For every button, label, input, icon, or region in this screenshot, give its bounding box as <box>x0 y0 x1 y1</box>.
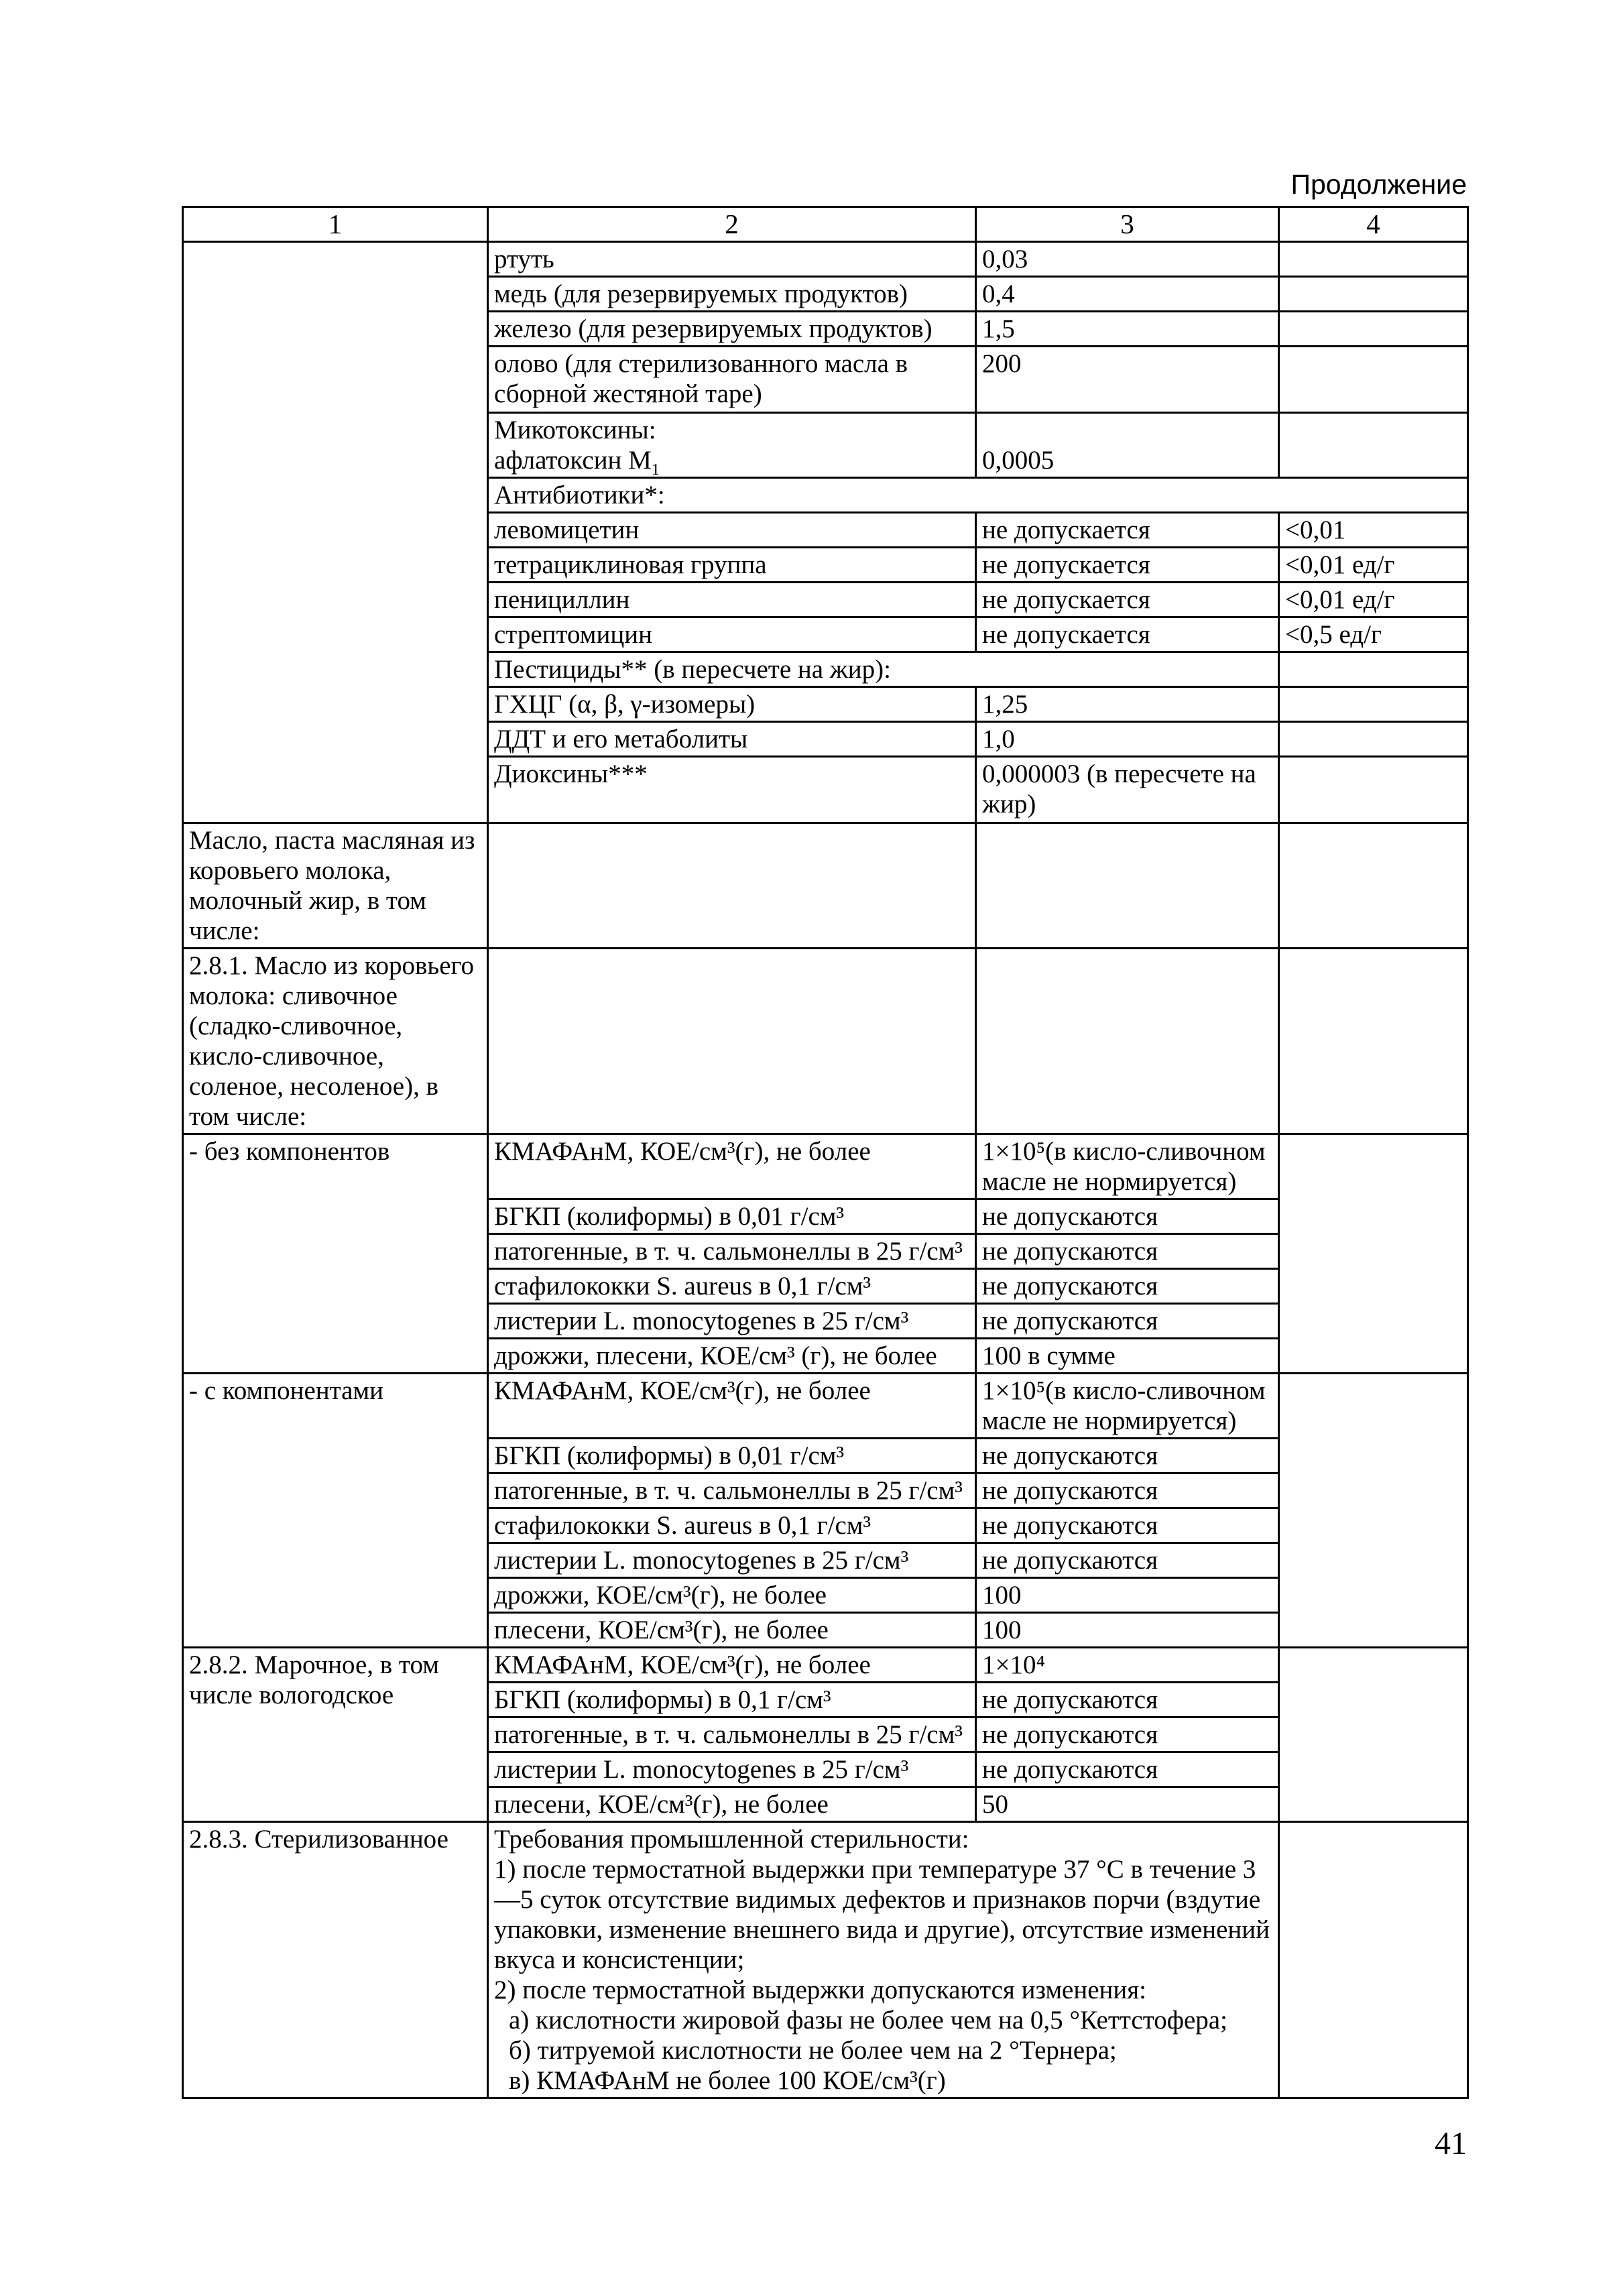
norm-cell: 0,03 <box>976 242 1279 277</box>
norm-cell: 0,000003 (в пересчете на жир) <box>976 757 1279 823</box>
group-cell: - с компонентами <box>183 1374 488 1648</box>
note-cell: <0,5 ед/г <box>1279 617 1468 652</box>
empty-cell <box>976 823 1279 949</box>
indicator-cell: ртуть <box>488 242 976 277</box>
indicator-cell: пенициллин <box>488 583 976 617</box>
norm-cell: не допускаются <box>976 1683 1279 1717</box>
table-row <box>183 949 1468 1134</box>
norm-cell: 0,4 <box>976 277 1279 312</box>
section-heading-cell: Пестициды** (в пересчете на жир): <box>488 652 1279 687</box>
col-header-4: 4 <box>1279 207 1468 242</box>
norm-cell: 100 <box>976 1613 1279 1648</box>
note-cell <box>1279 687 1468 722</box>
norm-cell: 0,0005 <box>976 413 1279 478</box>
indicator-cell: стрептомицин <box>488 617 976 652</box>
norm-cell: не допускаются <box>976 1304 1279 1339</box>
indicator-cell: БГКП (колиформы) в 0,01 г/см³ <box>488 1199 976 1234</box>
indicator-cell: КМАФАнМ, КОЕ/см³(г), не более <box>488 1648 976 1683</box>
norm-cell: 100 в сумме <box>976 1339 1279 1374</box>
group-cell: Масло, паста масляная из коровьего молока, молочный жир, в том числе: <box>183 823 488 949</box>
norm-cell: 1×10⁵(в кисло-сливочном масле не нормируется) <box>976 1134 1279 1199</box>
empty-cell <box>488 823 976 949</box>
indicator-cell: стафилококки S. aureus в 0,1 г/см³ <box>488 1269 976 1304</box>
indicator-cell: олово (для стерилизованного масла в сборной жестяной таре) <box>488 347 976 413</box>
note-cell <box>1279 722 1468 757</box>
norm-cell: не допускаются <box>976 1269 1279 1304</box>
norm-cell: не допускаются <box>976 1508 1279 1543</box>
col-header-1: 1 <box>183 207 488 242</box>
table-row <box>183 823 1468 949</box>
section-heading-cell: Антибиотики*: <box>488 478 1468 513</box>
empty-cell <box>1279 949 1468 1134</box>
indicator-cell: листерии L. monocytogenes в 25 г/см³ <box>488 1543 976 1578</box>
note-cell <box>1279 757 1468 823</box>
sterility-item-2b: б) титруемой кислотности не более чем на 2 °Тернера; <box>509 2036 1117 2065</box>
indicator-cell <box>488 413 976 478</box>
subscript: 1 <box>651 461 660 478</box>
norm-cell: 200 <box>976 347 1279 413</box>
table-row <box>183 1648 1468 1683</box>
norm-cell: 1×10⁴ <box>976 1648 1279 1683</box>
note-cell: <0,01 <box>1279 513 1468 548</box>
page-number: 41 <box>1435 2126 1467 2161</box>
note-cell <box>1279 1822 1468 2098</box>
note-cell: <0,01 ед/г <box>1279 583 1468 617</box>
sterility-item-1: 1) после термостатной выдержки при температуре 37 °С в течение 3—5 суток отсутствие видимых дефектов и признаков порчи (вздутие упаковки, изменение внешнего вида и другие), отсутствие изменений вкуса и консистенции; <box>494 1855 1270 1974</box>
norm-cell: не допускаются <box>976 1199 1279 1234</box>
indicator-cell: ДДТ и его метаболиты <box>488 722 976 757</box>
table-row <box>183 1134 1468 1199</box>
group-cell: - без компонентов <box>183 1134 488 1374</box>
indicator-cell: медь (для резервируемых продуктов) <box>488 277 976 312</box>
group-cell-empty <box>183 242 488 823</box>
norm-cell: не допускаются <box>976 1752 1279 1787</box>
table-row <box>183 242 1468 277</box>
note-cell: <0,01 ед/г <box>1279 548 1468 583</box>
indicator-cell: плесени, КОЕ/см³(г), не более <box>488 1613 976 1648</box>
col-header-3: 3 <box>976 207 1279 242</box>
norm-cell: не допускаются <box>976 1717 1279 1752</box>
indicator-cell: плесени, КОЕ/см³(г), не более <box>488 1787 976 1822</box>
group-cell: 2.8.2. Марочное, в том числе вологодское <box>183 1648 488 1822</box>
norm-cell: не допускается <box>976 513 1279 548</box>
table-row <box>183 1374 1468 1439</box>
indicator-cell: БГКП (колиформы) в 0,1 г/см³ <box>488 1683 976 1717</box>
requirements-table <box>182 206 1469 2099</box>
indicator-cell: патогенные, в т. ч. сальмонеллы в 25 г/см³ <box>488 1473 976 1508</box>
norm-cell: не допускаются <box>976 1473 1279 1508</box>
sterility-item-2: 2) после термостатной выдержки допускаются изменения: <box>494 1976 1147 2004</box>
continuation-label: Продолжение <box>1290 169 1467 200</box>
sterility-item-2a: а) кислотности жировой фазы не более чем на 0,5 °Кеттстофера; <box>509 2006 1227 2035</box>
indicator-cell: БГКП (колиформы) в 0,01 г/см³ <box>488 1439 976 1473</box>
indicator-cell: патогенные, в т. ч. сальмонеллы в 25 г/см³ <box>488 1717 976 1752</box>
indicator-cell: КМАФАнМ, КОЕ/см³(г), не более <box>488 1374 976 1439</box>
indicator-cell: дрожжи, плесени, КОЕ/см³ (г), не более <box>488 1339 976 1374</box>
note-cell <box>1279 1134 1468 1374</box>
norm-cell: не допускаются <box>976 1543 1279 1578</box>
indicator-cell: патогенные, в т. ч. сальмонеллы в 25 г/см³ <box>488 1234 976 1269</box>
empty-cell <box>976 949 1279 1134</box>
note-cell <box>1279 277 1468 312</box>
norm-cell: 1,25 <box>976 687 1279 722</box>
indicator-cell: листерии L. monocytogenes в 25 г/см³ <box>488 1304 976 1339</box>
norm-cell: 1,0 <box>976 722 1279 757</box>
note-cell <box>1279 1374 1468 1648</box>
indicator-cell: Диоксины*** <box>488 757 976 823</box>
sterility-item-2c: в) КМАФАнМ не более 100 КОЕ/см³(г) <box>509 2066 946 2095</box>
note-cell <box>1279 312 1468 347</box>
indicator-cell: тетрациклиновая группа <box>488 548 976 583</box>
sterility-heading: Требования промышленной стерильности: <box>494 1825 969 1854</box>
norm-cell: не допускается <box>976 548 1279 583</box>
mycotoxins-heading: Микотоксины: <box>494 416 656 444</box>
norm-cell: не допускаются <box>976 1234 1279 1269</box>
empty-cell <box>488 949 976 1134</box>
aflatoxin-text: афлатоксин M <box>494 446 652 475</box>
col-header-2: 2 <box>488 207 976 242</box>
indicator-cell: ГХЦГ (α, β, γ-изомеры) <box>488 687 976 722</box>
indicator-cell: дрожжи, КОЕ/см³(г), не более <box>488 1578 976 1613</box>
indicator-cell: железо (для резервируемых продуктов) <box>488 312 976 347</box>
norm-cell: не допускается <box>976 583 1279 617</box>
note-cell <box>1279 413 1468 478</box>
header-row <box>183 207 1468 242</box>
note-cell <box>1279 347 1468 413</box>
group-cell: 2.8.1. Масло из коровьего молока: сливочное (сладко-сливочное, кисло-сливочное, соленое, несоленое), в том числе: <box>183 949 488 1134</box>
norm-cell: не допускаются <box>976 1439 1279 1473</box>
aflatoxin-label <box>494 446 660 478</box>
table-row <box>183 1822 1468 2098</box>
indicator-cell: стафилококки S. aureus в 0,1 г/см³ <box>488 1508 976 1543</box>
norm-cell: 100 <box>976 1578 1279 1613</box>
norm-cell: 50 <box>976 1787 1279 1822</box>
norm-cell: не допускается <box>976 617 1279 652</box>
group-cell: 2.8.3. Стерилизованное <box>183 1822 488 2098</box>
note-cell <box>1279 1648 1468 1822</box>
indicator-cell: КМАФАнМ, КОЕ/см³(г), не более <box>488 1134 976 1199</box>
note-cell <box>1279 652 1468 687</box>
indicator-cell: левомицетин <box>488 513 976 548</box>
sterility-requirements-cell <box>488 1822 1279 2098</box>
note-cell <box>1279 242 1468 277</box>
indicator-cell: листерии L. monocytogenes в 25 г/см³ <box>488 1752 976 1787</box>
empty-cell <box>1279 823 1468 949</box>
norm-cell: 1,5 <box>976 312 1279 347</box>
norm-cell: 1×10⁵(в кисло-сливочном масле не нормируется) <box>976 1374 1279 1439</box>
